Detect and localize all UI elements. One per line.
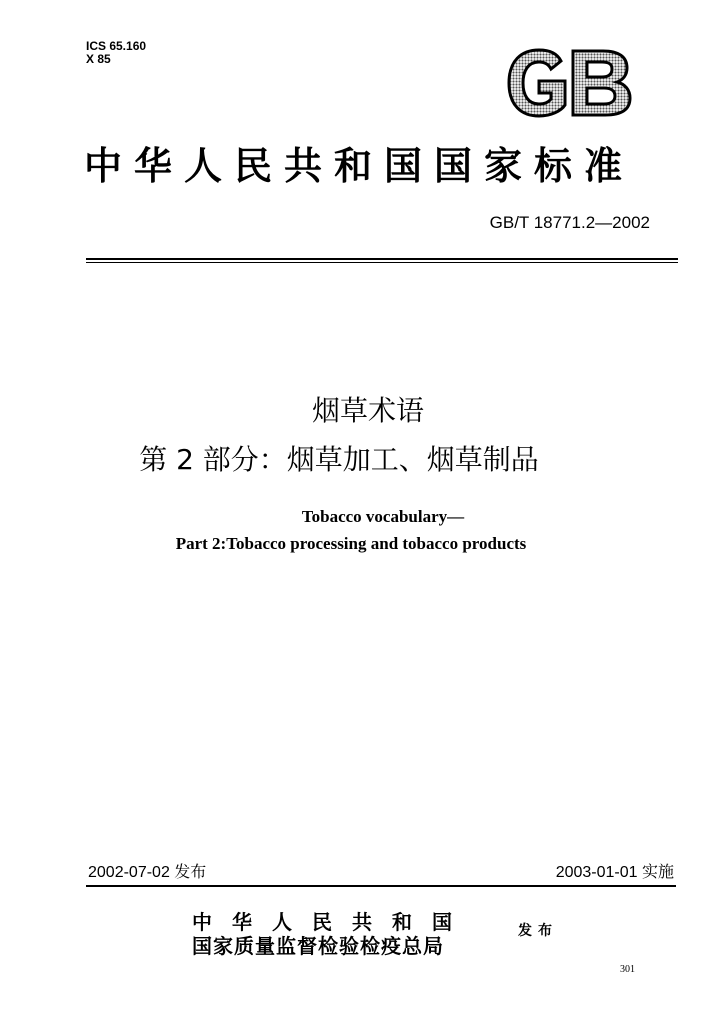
- issuer-country: 中华人民共和国: [192, 910, 472, 934]
- classification-codes: [86, 40, 146, 66]
- title-chinese-part: 第 2 部分：烟草加工、烟草制品: [139, 443, 539, 476]
- footer-divider: [86, 885, 676, 887]
- title-chinese-main: 烟草术语: [311, 394, 424, 427]
- issuer-agency: 国家质量监督检验检疫总局: [192, 934, 444, 958]
- class-code: X 85: [86, 52, 111, 66]
- publish-label: 发布: [518, 923, 558, 939]
- standard-number: GB/T 18771.2—2002: [489, 213, 650, 232]
- page-number: 301: [620, 964, 635, 975]
- title-english-part: Part 2:Tobacco processing and tobacco products: [175, 534, 527, 553]
- issue-date: 2002-07-02 发布: [88, 864, 207, 881]
- header-divider: [86, 258, 678, 263]
- title-english-main: Tobacco vocabulary—: [301, 507, 465, 526]
- implementation-date: 2003-01-01 实施: [555, 864, 674, 881]
- ics-code: ICS 65.160: [86, 39, 147, 53]
- gb-logo: [503, 47, 633, 119]
- standard-category-heading: 中华人民共和国国家标准: [84, 143, 635, 188]
